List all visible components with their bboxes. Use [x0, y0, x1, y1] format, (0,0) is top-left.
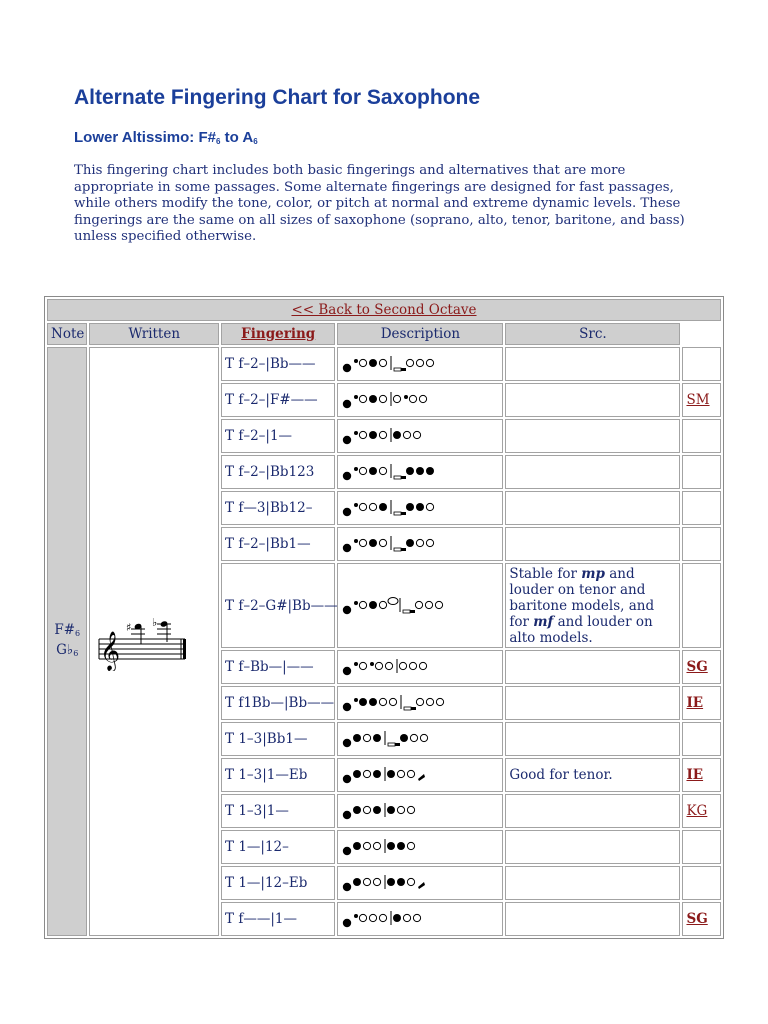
section-subtitle: Lower Altissimo: $F\#_6$ to $A_6$ — [74, 129, 258, 146]
header-description: Description — [337, 323, 503, 345]
fingering-code: T 1–3|1—Eb — [221, 758, 335, 792]
fingering-diagram-cell — [337, 491, 503, 525]
description-cell — [505, 455, 680, 489]
source-cell — [682, 347, 721, 381]
fingering-diagram-cell — [337, 722, 503, 756]
fingering-diagram-cell — [337, 686, 503, 720]
description-cell — [505, 347, 680, 381]
source-link[interactable]: SG — [686, 659, 708, 675]
fingering-diagram — [341, 656, 491, 678]
source-cell — [682, 902, 721, 936]
header-note: Note — [47, 323, 87, 345]
fingering-diagram-cell — [337, 758, 503, 792]
description-cell — [505, 419, 680, 453]
intro-line: This fingering chart includes both basic fingerings and alternatives that are more — [74, 163, 626, 178]
fingering-diagram — [341, 425, 491, 447]
description-cell — [505, 650, 680, 684]
source-cell — [682, 686, 721, 720]
fingering-diagram — [341, 595, 491, 617]
description-cell — [505, 383, 680, 417]
description-cell — [505, 830, 680, 864]
source-cell — [682, 758, 721, 792]
fingering-code: T 1–3|Bb1— — [221, 722, 335, 756]
intro-paragraph — [74, 163, 704, 246]
fingering-code: T f–Bb—|—— — [221, 650, 335, 684]
fingering-code: T f–2–|F#—— — [221, 383, 335, 417]
description-cell — [505, 794, 680, 828]
intro-line: unless specified otherwise. — [74, 229, 257, 245]
source-link[interactable]: IE — [686, 767, 704, 783]
source-cell — [682, 383, 721, 417]
fingering-code: T f–2–G#|Bb—— — [221, 563, 335, 648]
nav-row — [47, 299, 721, 321]
fingering-code: T 1–3|1— — [221, 794, 335, 828]
note-name: $G♭_6$ — [56, 641, 79, 658]
source-link[interactable]: IE — [686, 695, 704, 711]
page-title: Alternate Fingering Chart for Saxophone — [74, 86, 481, 109]
fingering-diagram-cell — [337, 383, 503, 417]
written-notation — [93, 609, 193, 671]
fingering-code: T f–2–|Bb123 — [221, 455, 335, 489]
note-name: $F\#_6$ — [54, 621, 81, 638]
fingering-diagram-cell — [337, 419, 503, 453]
source-cell — [682, 455, 721, 489]
fingering-diagram — [341, 533, 491, 555]
fingering-diagram-cell — [337, 347, 503, 381]
fingering-diagram-cell — [337, 830, 503, 864]
fingering-diagram — [341, 764, 491, 786]
fingering-diagram-cell — [337, 527, 503, 561]
fingering-code: T 1—|12– — [221, 830, 335, 864]
fingering-diagram-cell — [337, 902, 503, 936]
fingering-code: T f——|1— — [221, 902, 335, 936]
fingering-diagram — [341, 389, 491, 411]
back-to-second-octave-link[interactable]: << Back to Second Octave — [291, 302, 477, 318]
fingering-diagram-cell — [337, 794, 503, 828]
source-cell — [682, 866, 721, 900]
fingering-header-link[interactable]: Fingering — [241, 326, 316, 342]
intro-line: fingerings are the same on all sizes of saxophone (soprano, alto, tenor, baritone, and bass) — [74, 212, 685, 228]
header-fingering — [221, 323, 335, 345]
source-cell — [682, 527, 721, 561]
svg-text:♭: ♭ — [152, 615, 158, 629]
source-link[interactable]: KG — [686, 803, 708, 819]
treble-clef-icon: 𝄞 — [100, 630, 121, 671]
fingering-diagram — [341, 497, 491, 519]
fingering-diagram-cell — [337, 563, 503, 648]
fingering-code: T f–2–|1— — [221, 419, 335, 453]
fingering-code: T f—3|Bb12– — [221, 491, 335, 525]
description-cell — [505, 866, 680, 900]
source-cell — [682, 419, 721, 453]
description-cell — [505, 527, 680, 561]
source-cell — [682, 830, 721, 864]
fingering-code: T f1Bb—|Bb—— — [221, 686, 335, 720]
source-cell — [682, 722, 721, 756]
source-cell — [682, 491, 721, 525]
fingering-code: T f–2–|Bb—— — [221, 347, 335, 381]
description-cell: Good for tenor. — [505, 758, 680, 792]
source-link[interactable]: SM — [686, 392, 710, 408]
source-cell — [682, 650, 721, 684]
header-row — [47, 323, 721, 345]
fingering-diagram — [341, 908, 491, 930]
fingering-diagram — [341, 800, 491, 822]
written-cell — [89, 347, 219, 936]
fingering-diagram-cell — [337, 650, 503, 684]
fingering-diagram — [341, 728, 491, 750]
fingering-diagram-cell — [337, 866, 503, 900]
fingering-row — [47, 347, 721, 381]
fingering-diagram — [341, 461, 491, 483]
fingering-diagram-cell — [337, 455, 503, 489]
source-link[interactable]: SG — [686, 911, 708, 927]
fingering-table — [44, 296, 724, 939]
fingering-diagram — [341, 692, 491, 714]
fingering-diagram — [341, 836, 491, 858]
header-written: Written — [89, 323, 219, 345]
description-cell — [505, 902, 680, 936]
source-cell — [682, 794, 721, 828]
fingering-code: T f–2–|Bb1— — [221, 527, 335, 561]
fingering-diagram — [341, 872, 491, 894]
description-cell — [505, 722, 680, 756]
description-cell: Stable for mp and louder on tenor and baritone models, and for mf and louder on alto models. — [505, 563, 680, 648]
svg-text:♯: ♯ — [126, 620, 132, 634]
description-cell — [505, 686, 680, 720]
header-src: Src. — [505, 323, 680, 345]
fingering-diagram — [341, 353, 491, 375]
intro-line: while others modify the tone, color, or pitch at normal and extreme dynamic levels. These — [74, 196, 681, 212]
intro-line: appropriate in some passages. Some alternate fingerings are designed for fast passages, — [74, 179, 674, 195]
description-cell — [505, 491, 680, 525]
note-cell — [47, 347, 87, 936]
fingering-code: T 1—|12–Eb — [221, 866, 335, 900]
source-cell — [682, 563, 721, 648]
